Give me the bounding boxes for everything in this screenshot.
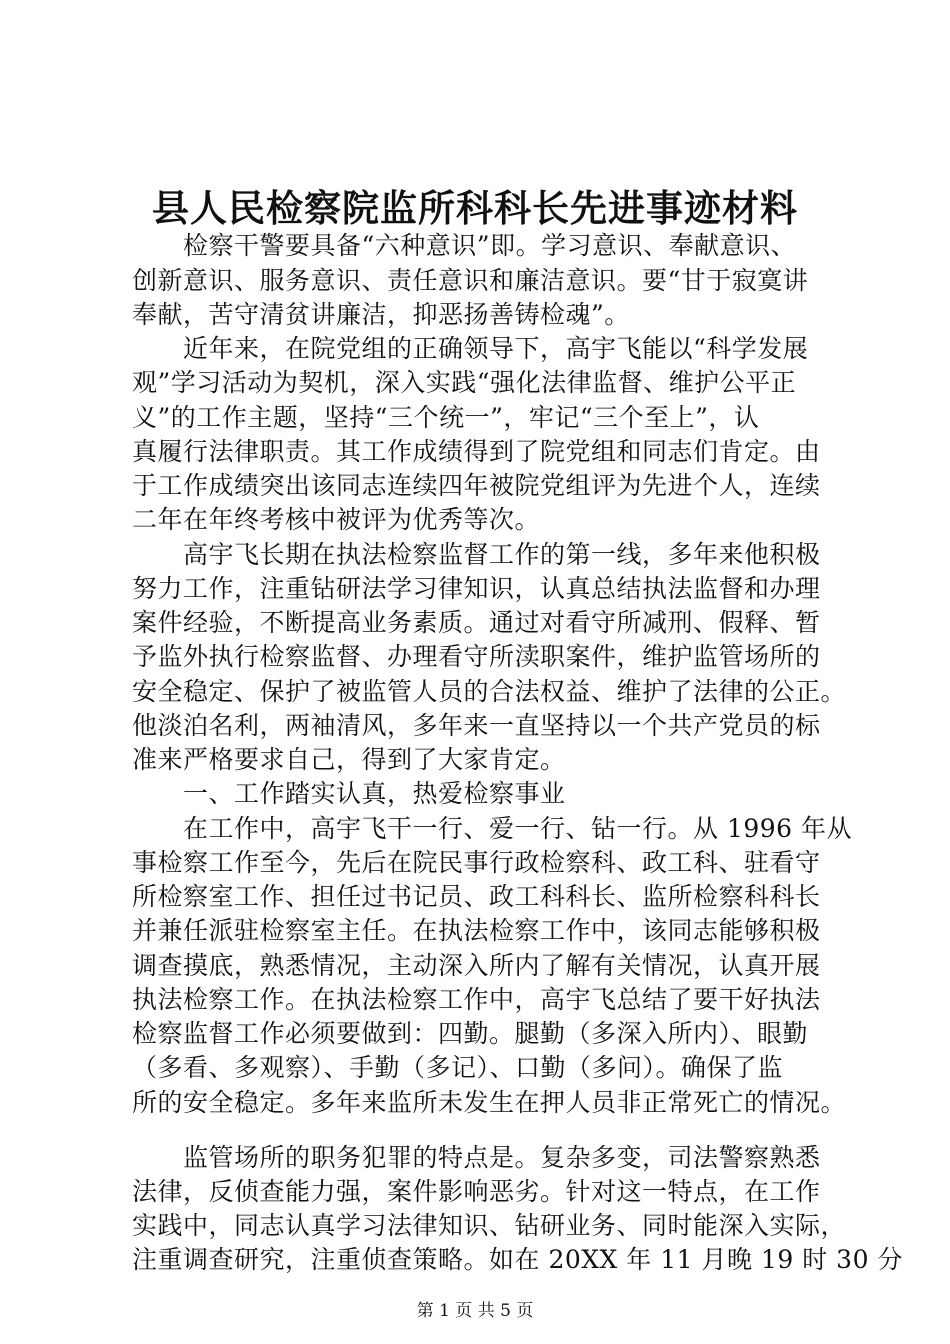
body-line: 义”的工作主题，坚持“三个统一”，牢记“三个至上”，认: [132, 403, 760, 432]
body-line: 法律，反侦查能力强，案件影响恶劣。针对这一特点，在工作: [132, 1177, 821, 1206]
body-line: 安全稳定、保护了被监管人员的合法权益、维护了法律的公正。: [132, 677, 847, 706]
body-line: 准来严格要求自己，得到了大家肯定。: [132, 745, 566, 774]
page-number-footer: 第 1 页 共 5 页: [416, 1301, 534, 1321]
body-line: 调查摸底，熟悉情况，主动深入所内了解有关情况，认真开展: [132, 951, 821, 980]
body-line: 实践中，同志认真学习法律知识、钻研业务、同时能深入实际，: [132, 1211, 847, 1240]
body-line: 真履行法律职责。其工作成绩得到了院党组和同志们肯定。由: [132, 437, 821, 466]
body-line: 监管场所的职务犯罪的特点是。复杂多变，司法警察熟悉: [132, 1143, 821, 1172]
body-line: 二年在年终考核中被评为优秀等次。: [132, 505, 541, 534]
body-line: 奉献，苦守清贫讲廉洁，抑恶扬善铸检魂”。: [132, 300, 630, 329]
body-line: 执法检察工作。在执法检察工作中，高宇飞总结了要干好执法: [132, 985, 821, 1014]
document-title: 县人民检察院监所科科长先进事迹材料: [152, 186, 798, 230]
body-line: 高宇飞长期在执法检察监督工作的第一线，多年来他积极: [132, 540, 821, 569]
body-line: 努力工作，注重钻研法学习律知识，认真总结执法监督和办理: [132, 574, 821, 603]
body-line: （多看、多观察）、手勤（多记）、口勤（多问）。确保了监: [132, 1053, 784, 1082]
body-line: 他淡泊名利，两袖清风，多年来一直坚持以一个共产党员的标: [132, 711, 821, 740]
body-line: 事检察工作至今，先后在院民事行政检察科、政工科、驻看守: [132, 848, 821, 877]
section-heading: 一、工作踏实认真，热爱检察事业: [132, 779, 566, 808]
body-line: 检察监督工作必须要做到：四勤。腿勤（多深入所内）、眼勤: [132, 1019, 809, 1048]
body-line: 予监外执行检察监督、办理看守所渎职案件，维护监管场所的: [132, 642, 821, 671]
body-line: 检察干警要具备“六种意识”即。学习意识、奉献意识、: [132, 231, 797, 260]
body-line: 并兼任派驻检察室主任。在执法检察工作中，该同志能够积极: [132, 916, 821, 945]
body-line: 于工作成绩突出该同志连续四年被院党组评为先进个人，连续: [132, 471, 821, 500]
body-line: 注重调查研究，注重侦查策略。如在 20XX 年 11 月晚 19 时 30 分: [132, 1245, 903, 1274]
body-line: 观”学习活动为契机，深入实践“强化法律监督、维护公平正: [132, 368, 797, 397]
body-line: 近年来，在院党组的正确领导下，高宇飞能以“科学发展: [132, 334, 809, 363]
body-line: 所检察室工作、担任过书记员、政工科科长、监所检察科科长: [132, 882, 821, 911]
body-line: 所的安全稳定。多年来监所未发生在押人员非正常死亡的情况。: [132, 1088, 847, 1117]
body-line: 在工作中，高宇飞干一行、爱一行、钻一行。从 1996 年从: [132, 814, 853, 843]
body-line: 创新意识、服务意识、责任意识和廉洁意识。要“甘于寂寞讲: [132, 266, 809, 295]
body-line: 案件经验，不断提高业务素质。通过对看守所减刑、假释、暂: [132, 608, 821, 637]
